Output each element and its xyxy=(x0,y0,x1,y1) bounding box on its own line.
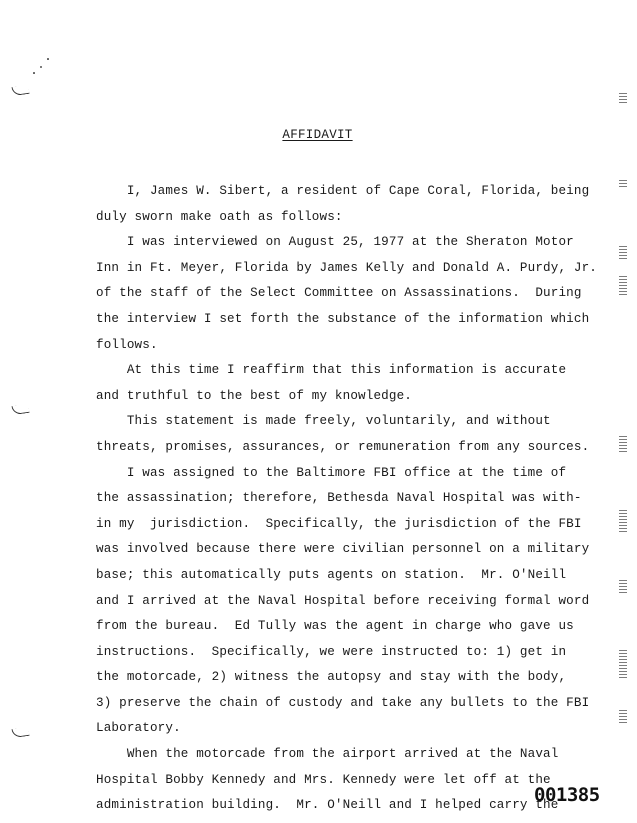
affidavit-line: duly sworn make oath as follows: xyxy=(96,209,343,224)
edge-scan-mark xyxy=(619,436,627,452)
scan-speck xyxy=(33,72,35,74)
edge-scan-mark xyxy=(619,650,627,680)
affidavit-line: I, James W. Sibert, a resident of Cape Coral, Florida, being xyxy=(96,184,590,198)
edge-scan-mark xyxy=(619,710,627,724)
affidavit-line: threats, promises, assurances, or remuneration from any sources. xyxy=(96,439,590,454)
affidavit-line: of the staff of the Select Committee on Assassinations. During xyxy=(96,286,582,301)
edge-scan-mark xyxy=(619,276,627,296)
affidavit-line: from the bureau. Ed Tully was the agent in charge who gave us xyxy=(96,619,574,634)
edge-scan-mark xyxy=(619,510,627,532)
affidavit-line: Hospital Bobby Kennedy and Mrs. Kennedy were let off at the xyxy=(96,772,551,787)
affidavit-line: Inn in Ft. Meyer, Florida by James Kelly and Donald A. Purdy, Jr. xyxy=(96,260,597,275)
affidavit-line: the motorcade, 2) witness the autopsy and stay with the body, xyxy=(96,670,567,685)
edge-scan-mark xyxy=(619,180,627,188)
affidavit-line: the assassination; therefore, Bethesda Naval Hospital was with- xyxy=(96,491,582,506)
affidavit-line: This statement is made freely, voluntarily, and without xyxy=(96,414,551,429)
margin-scan-mark xyxy=(11,85,29,96)
margin-scan-mark xyxy=(11,404,29,415)
affidavit-line: follows. xyxy=(96,337,158,352)
scan-speck xyxy=(47,58,49,60)
affidavit-line: Laboratory. xyxy=(96,721,181,736)
scan-speck xyxy=(40,66,42,68)
affidavit-line: I was assigned to the Baltimore FBI office at the time of xyxy=(96,465,567,480)
affidavit-line: and truthful to the best of my knowledge. xyxy=(96,388,413,403)
affidavit-body xyxy=(96,179,596,819)
affidavit-line: At this time I reaffirm that this information is accurate xyxy=(96,363,567,378)
affidavit-line: I was interviewed on August 25, 1977 at the Sheraton Motor xyxy=(96,235,574,250)
affidavit-line: instructions. Specifically, we were instructed to: 1) get in xyxy=(96,644,567,659)
edge-scan-mark xyxy=(619,246,627,260)
edge-scan-mark xyxy=(619,580,627,594)
affidavit-line: was involved because there were civilian personnel on a military xyxy=(96,542,590,557)
affidavit-line: base; this automatically puts agents on station. Mr. O'Neill xyxy=(96,567,567,582)
document-number-stamp: 001385 xyxy=(534,784,600,806)
edge-scan-mark xyxy=(619,93,627,105)
affidavit-line: and I arrived at the Naval Hospital before receiving formal word xyxy=(96,593,590,608)
affidavit-line: 3) preserve the chain of custody and take any bullets to the FBI xyxy=(96,695,590,710)
affidavit-line: in my jurisdiction. Specifically, the jurisdiction of the FBI xyxy=(96,516,582,531)
affidavit-line: administration building. Mr. O'Neill and I helped carry the xyxy=(96,798,559,813)
affidavit-line: the interview I set forth the substance of the information which xyxy=(96,311,590,326)
document-title: AFFIDAVIT xyxy=(282,128,353,142)
affidavit-line: When the motorcade from the airport arrived at the Naval xyxy=(96,747,559,762)
margin-scan-mark xyxy=(11,727,29,738)
